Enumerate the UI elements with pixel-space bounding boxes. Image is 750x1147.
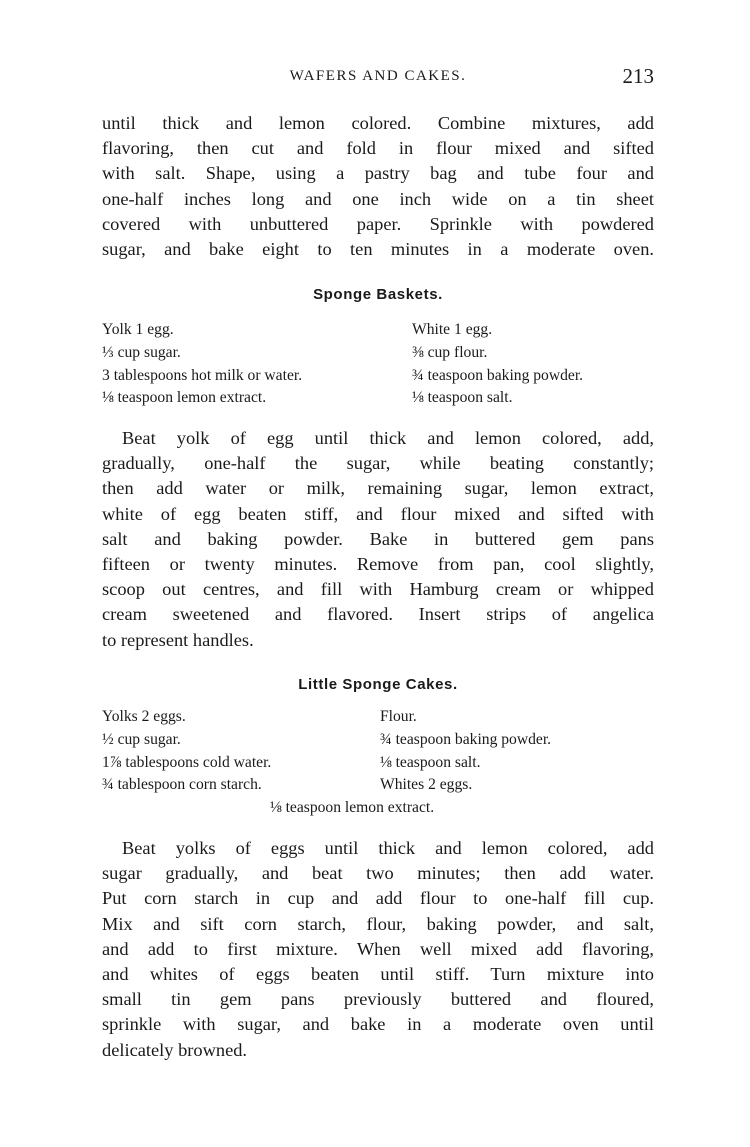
page-header	[100, 66, 656, 92]
method-little-sponge-cakes	[102, 836, 654, 1063]
method-sponge-baskets	[102, 426, 654, 653]
text-line: gradually, one-half the sugar, while beating constantly;	[102, 453, 654, 474]
ingredient: ⅜ cup flour.	[412, 343, 488, 361]
ingredient: 1⅞ tablespoons cold water.	[102, 753, 272, 771]
text-line: and whites of eggs beaten until stiff. Turn mixture into	[102, 964, 654, 985]
ingredient-row	[102, 319, 662, 342]
ingredient-row	[102, 797, 662, 820]
text-line: sprinkle with sugar, and bake in a moderate oven until	[102, 1014, 654, 1035]
text-line: fifteen or twenty minutes. Remove from pan, cool slightly,	[102, 554, 654, 575]
ingredients-sponge-baskets	[102, 319, 662, 410]
ingredient: ⅛ teaspoon salt.	[412, 389, 513, 407]
text-line: small tin gem pans previously buttered and floured,	[102, 989, 654, 1010]
ingredient: Flour.	[380, 708, 417, 725]
ingredient: ⅛ teaspoon lemon extract.	[270, 799, 435, 817]
ingredient: ⅛ teaspoon lemon extract.	[102, 389, 267, 407]
recipe-title-sponge-baskets: Sponge Baskets.	[313, 286, 443, 303]
ingredient-row	[102, 706, 662, 729]
intro-paragraph	[102, 111, 654, 262]
ingredient: ¾ teaspoon baking powder.	[380, 730, 552, 748]
ingredient-row	[102, 387, 662, 410]
ingredient: ⅓ cup sugar.	[102, 343, 181, 361]
ingredient: White 1 egg.	[412, 321, 493, 338]
ingredient: Yolks 2 eggs.	[102, 708, 186, 725]
text-line: sugar gradually, and beat two minutes; then add water.	[102, 863, 654, 884]
ingredient: ⅛ teaspoon salt.	[380, 753, 481, 771]
text-line: then add water or milk, remaining sugar, lemon extract,	[102, 478, 654, 499]
ingredient-row	[102, 774, 662, 797]
text-line: until thick and lemon colored. Combine mixtures, add	[102, 113, 654, 133]
text-line: salt and baking powder. Bake in buttered gem pans	[102, 528, 654, 549]
text-line: with salt. Shape, using a pastry bag and tube four and	[102, 163, 654, 184]
text-line: white of egg beaten stiff, and flour mixed and sifted with	[102, 503, 654, 524]
ingredient: 3 tablespoons hot milk or water.	[102, 366, 303, 384]
text-line: delicately browned.	[102, 1039, 248, 1060]
page-number: 213	[622, 64, 654, 88]
ingredient-row	[102, 752, 662, 775]
text-line: flavoring, then cut and fold in flour mixed and sifted	[102, 138, 654, 159]
text-line: Put corn starch in cup and add flour to one-half fill cup.	[102, 888, 654, 909]
recipe-title-little-sponge-cakes: Little Sponge Cakes.	[298, 676, 458, 693]
ingredient-row	[102, 365, 662, 388]
text-line: Mix and sift corn starch, flour, baking powder, and salt,	[102, 913, 654, 934]
running-title: WAFERS AND CAKES.	[289, 68, 467, 84]
ingredient-row	[102, 729, 662, 752]
text-line: covered with unbuttered paper. Sprinkle with powdered	[102, 213, 654, 234]
text-line: scoop out centres, and fill with Hamburg cream or whipped	[102, 579, 654, 600]
ingredient: Yolk 1 egg.	[102, 321, 174, 338]
text-line: cream sweetened and flavored. Insert strips of angelica	[102, 604, 654, 625]
text-line: to represent handles.	[102, 629, 254, 650]
ingredient: ¾ tablespoon corn starch.	[102, 776, 262, 794]
ingredient: ¾ teaspoon baking powder.	[412, 366, 584, 384]
ingredient: Whites 2 eggs.	[380, 776, 473, 794]
ingredient-row	[102, 342, 662, 365]
text-line: sugar, and bake eight to ten minutes in a moderate oven.	[102, 239, 654, 260]
text-line: one-half inches long and one inch wide on a tin sheet	[102, 188, 654, 209]
text-line: Beat yolk of egg until thick and lemon colored, add,	[122, 428, 654, 448]
ingredients-little-sponge-cakes	[102, 706, 662, 820]
text-line: and add to first mixture. When well mixed add flavoring,	[102, 938, 654, 959]
text-line: Beat yolks of eggs until thick and lemon colored, add	[122, 838, 654, 858]
ingredient: ½ cup sugar.	[102, 730, 181, 748]
